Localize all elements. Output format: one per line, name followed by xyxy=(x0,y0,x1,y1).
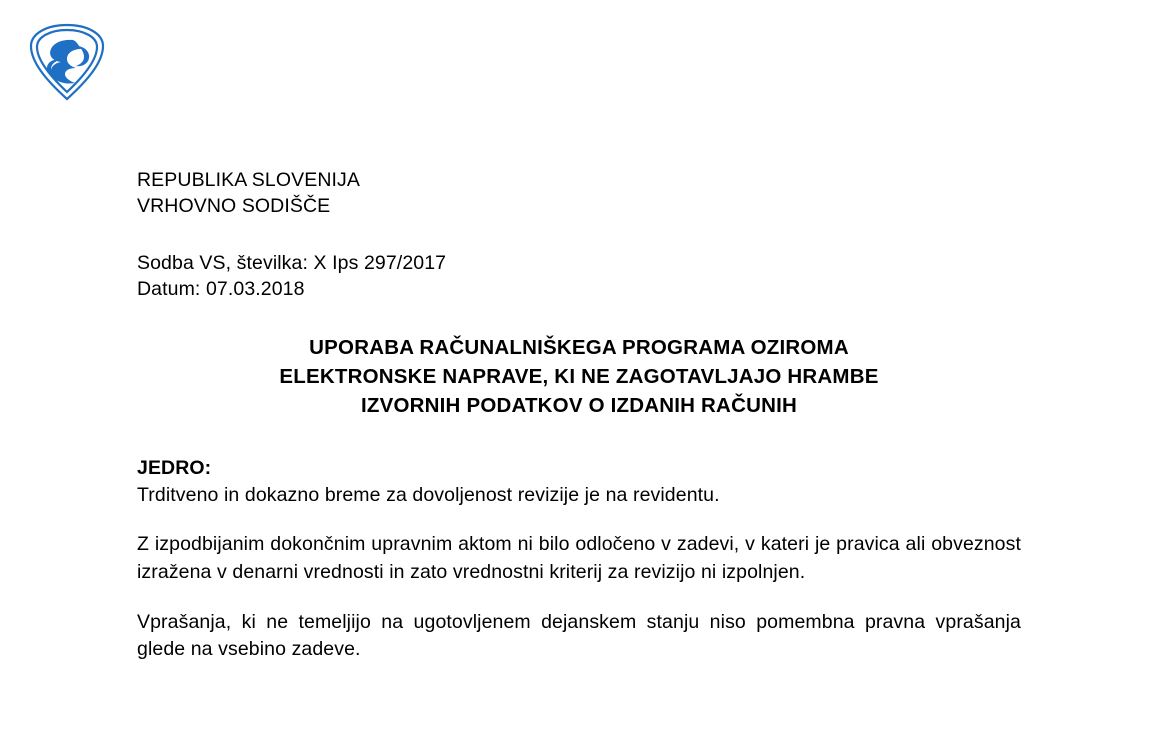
authority-line-1: REPUBLIKA SLOVENIJA xyxy=(137,169,360,191)
core-paragraph-1: Trditveno in dokazno breme za dovoljenost revizije je na revidentu. xyxy=(137,483,720,506)
case-date: Datum: 07.03.2018 xyxy=(137,278,305,301)
page-title xyxy=(137,333,1021,420)
page-title-line-2: ELEKTRONSKE NAPRAVE, KI NE ZAGOTAVLJAJO HRAMBE xyxy=(279,365,879,389)
core-heading: JEDRO: xyxy=(137,457,212,480)
case-number: Sodba VS, številka: X Ips 297/2017 xyxy=(137,252,447,275)
document-body xyxy=(137,168,1021,664)
page-title-line-1: UPORABA RAČUNALNIŠKEGA PROGRAMA OZIROMA xyxy=(309,335,849,359)
core-paragraph-2: Z izpodbijanim dokončnim upravnim aktom ni bilo odločeno v zadevi, v kateri je pravica ali obveznost izražena v denarni vrednosti in zato vrednostni kriterij za revizijo ni izpolnjen. xyxy=(137,533,1021,583)
page-title-line-3: IZVORNIH PODATKOV O IZDANIH RAČUNIH xyxy=(361,394,797,418)
issuing-authority xyxy=(137,168,1021,219)
authority-line-2: VRHOVNO SODIŠČE xyxy=(137,194,331,217)
case-identification xyxy=(137,251,1021,302)
core-section xyxy=(137,456,1021,664)
vrhovno-sodisce-emblem-icon xyxy=(26,22,108,102)
core-paragraph-3: Vprašanja, ki ne temeljijo na ugotovljenem dejanskem stanju niso pomembna pravna vprašanja glede na vsebino zadeve. xyxy=(137,610,1021,661)
